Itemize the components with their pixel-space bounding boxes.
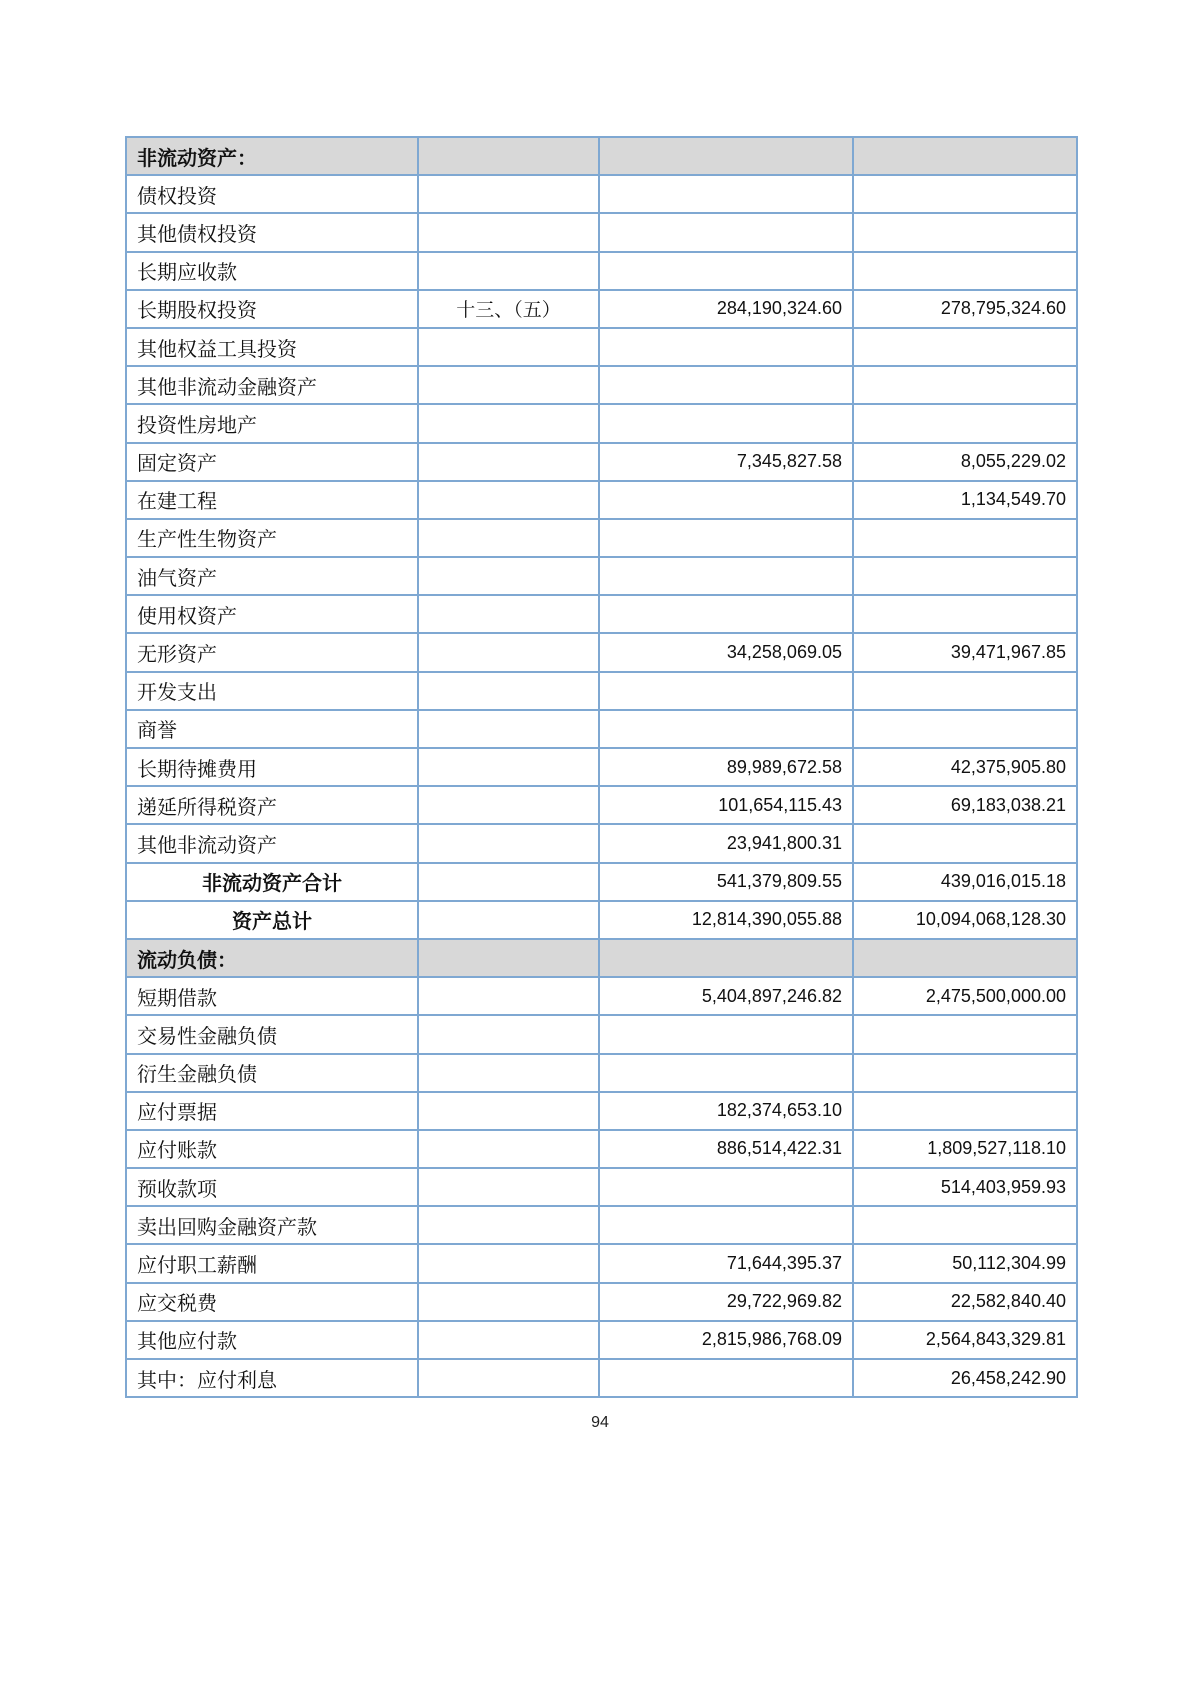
note-cell	[418, 1206, 599, 1244]
note-cell	[418, 672, 599, 710]
row-label-cell: 其他非流动资产	[126, 824, 418, 862]
page-number: 94	[591, 1414, 609, 1431]
note-cell	[418, 824, 599, 862]
amount-cell-current	[599, 328, 853, 366]
amount-cell-prior	[853, 519, 1077, 557]
row-label-cell: 资产总计	[126, 901, 418, 939]
note-cell	[418, 977, 599, 1015]
note-cell	[418, 1092, 599, 1130]
table-body	[126, 137, 1077, 1397]
note-cell	[418, 404, 599, 442]
amount-cell-current	[599, 1206, 853, 1244]
note-cell	[418, 633, 599, 671]
amount-cell-prior: 22,582,840.40	[853, 1283, 1077, 1321]
row-label-cell: 非流动资产合计	[126, 863, 418, 901]
row-label-cell: 其他债权投资	[126, 213, 418, 251]
table-row	[126, 1359, 1077, 1397]
row-label-cell: 其中：应付利息	[126, 1359, 418, 1397]
table-row	[126, 863, 1077, 901]
amount-cell-current	[599, 1168, 853, 1206]
amount-cell-prior: 514,403,959.93	[853, 1168, 1077, 1206]
note-cell	[418, 1130, 599, 1168]
amount-cell-current	[599, 672, 853, 710]
amount-cell-prior: 69,183,038.21	[853, 786, 1077, 824]
amount-cell-current: 29,722,969.82	[599, 1283, 853, 1321]
amount-cell-current: 23,941,800.31	[599, 824, 853, 862]
amount-cell-prior: 8,055,229.02	[853, 443, 1077, 481]
amount-cell-prior: 50,112,304.99	[853, 1244, 1077, 1282]
note-cell	[418, 710, 599, 748]
balance-sheet-table	[125, 136, 1078, 1398]
amount-cell-current: 2,815,986,768.09	[599, 1321, 853, 1359]
amount-cell-prior	[853, 404, 1077, 442]
amount-cell-prior	[853, 672, 1077, 710]
amount-cell-prior: 2,475,500,000.00	[853, 977, 1077, 1015]
amount-cell-prior: 39,471,967.85	[853, 633, 1077, 671]
row-label-cell: 应交税费	[126, 1283, 418, 1321]
note-cell	[418, 748, 599, 786]
row-label-cell: 非流动资产：	[126, 137, 418, 175]
row-label-cell: 其他应付款	[126, 1321, 418, 1359]
row-label-cell: 开发支出	[126, 672, 418, 710]
amount-cell-prior	[853, 328, 1077, 366]
note-cell	[418, 213, 599, 251]
row-label-cell: 其他权益工具投资	[126, 328, 418, 366]
amount-cell-current	[599, 710, 853, 748]
note-cell	[418, 1168, 599, 1206]
note-cell	[418, 1015, 599, 1053]
note-cell	[418, 481, 599, 519]
table-row	[126, 939, 1077, 977]
amount-cell-current	[599, 137, 853, 175]
note-cell	[418, 939, 599, 977]
amount-cell-current: 284,190,324.60	[599, 290, 853, 328]
amount-cell-prior: 1,134,549.70	[853, 481, 1077, 519]
row-label-cell: 长期待摊费用	[126, 748, 418, 786]
note-cell	[418, 863, 599, 901]
row-label-cell: 递延所得税资产	[126, 786, 418, 824]
amount-cell-prior: 278,795,324.60	[853, 290, 1077, 328]
table-row	[126, 366, 1077, 404]
table-row	[126, 633, 1077, 671]
table-row	[126, 252, 1077, 290]
amount-cell-current: 34,258,069.05	[599, 633, 853, 671]
amount-cell-prior: 439,016,015.18	[853, 863, 1077, 901]
amount-cell-current	[599, 1054, 853, 1092]
row-label-cell: 短期借款	[126, 977, 418, 1015]
amount-cell-current	[599, 519, 853, 557]
note-cell	[418, 1359, 599, 1397]
amount-cell-current	[599, 939, 853, 977]
table-row	[126, 1015, 1077, 1053]
table-row	[126, 1321, 1077, 1359]
amount-cell-current: 541,379,809.55	[599, 863, 853, 901]
amount-cell-prior	[853, 1092, 1077, 1130]
amount-cell-prior: 2,564,843,329.81	[853, 1321, 1077, 1359]
note-cell	[418, 519, 599, 557]
table-row	[126, 557, 1077, 595]
note-cell	[418, 1283, 599, 1321]
table-row	[126, 672, 1077, 710]
note-cell	[418, 366, 599, 404]
row-label-cell: 其他非流动金融资产	[126, 366, 418, 404]
table-row	[126, 1206, 1077, 1244]
amount-cell-current	[599, 1359, 853, 1397]
table-row	[126, 1244, 1077, 1282]
table-row	[126, 977, 1077, 1015]
amount-cell-current	[599, 1015, 853, 1053]
amount-cell-current	[599, 557, 853, 595]
row-label-cell: 应付职工薪酬	[126, 1244, 418, 1282]
row-label-cell: 卖出回购金融资产款	[126, 1206, 418, 1244]
note-cell	[418, 1244, 599, 1282]
table-row	[126, 1054, 1077, 1092]
table-row	[126, 1168, 1077, 1206]
amount-cell-current	[599, 175, 853, 213]
note-cell	[418, 175, 599, 213]
table-row	[126, 137, 1077, 175]
note-cell	[418, 595, 599, 633]
amount-cell-current: 7,345,827.58	[599, 443, 853, 481]
row-label-cell: 生产性生物资产	[126, 519, 418, 557]
note-cell	[418, 901, 599, 939]
row-label-cell: 投资性房地产	[126, 404, 418, 442]
amount-cell-current: 886,514,422.31	[599, 1130, 853, 1168]
note-cell	[418, 1054, 599, 1092]
amount-cell-current	[599, 366, 853, 404]
row-label-cell: 债权投资	[126, 175, 418, 213]
row-label-cell: 长期应收款	[126, 252, 418, 290]
row-label-cell: 在建工程	[126, 481, 418, 519]
amount-cell-prior	[853, 137, 1077, 175]
row-label-cell: 商誉	[126, 710, 418, 748]
amount-cell-prior	[853, 557, 1077, 595]
row-label-cell: 无形资产	[126, 633, 418, 671]
row-label-cell: 衍生金融负债	[126, 1054, 418, 1092]
note-cell	[418, 1321, 599, 1359]
row-label-cell: 流动负债：	[126, 939, 418, 977]
amount-cell-prior	[853, 252, 1077, 290]
row-label-cell: 预收款项	[126, 1168, 418, 1206]
note-cell	[418, 328, 599, 366]
table-row	[126, 1283, 1077, 1321]
amount-cell-prior	[853, 595, 1077, 633]
amount-cell-current	[599, 252, 853, 290]
amount-cell-prior	[853, 1015, 1077, 1053]
row-label-cell: 使用权资产	[126, 595, 418, 633]
table-row	[126, 404, 1077, 442]
amount-cell-current: 12,814,390,055.88	[599, 901, 853, 939]
table-row	[126, 595, 1077, 633]
amount-cell-current: 101,654,115.43	[599, 786, 853, 824]
amount-cell-prior	[853, 366, 1077, 404]
note-cell	[418, 557, 599, 595]
row-label-cell: 长期股权投资	[126, 290, 418, 328]
table-row	[126, 824, 1077, 862]
note-cell	[418, 137, 599, 175]
table-row	[126, 290, 1077, 328]
amount-cell-current: 71,644,395.37	[599, 1244, 853, 1282]
table-row	[126, 213, 1077, 251]
amount-cell-current	[599, 404, 853, 442]
table-row	[126, 1130, 1077, 1168]
amount-cell-prior: 42,375,905.80	[853, 748, 1077, 786]
amount-cell-current: 89,989,672.58	[599, 748, 853, 786]
note-cell: 十三、（五）	[418, 290, 599, 328]
amount-cell-prior: 1,809,527,118.10	[853, 1130, 1077, 1168]
amount-cell-prior: 26,458,242.90	[853, 1359, 1077, 1397]
table-row	[126, 443, 1077, 481]
amount-cell-prior	[853, 213, 1077, 251]
note-cell	[418, 443, 599, 481]
table-row	[126, 175, 1077, 213]
amount-cell-prior	[853, 824, 1077, 862]
table-row	[126, 710, 1077, 748]
table-row	[126, 1092, 1077, 1130]
row-label-cell: 油气资产	[126, 557, 418, 595]
amount-cell-prior	[853, 1054, 1077, 1092]
row-label-cell: 固定资产	[126, 443, 418, 481]
amount-cell-current: 5,404,897,246.82	[599, 977, 853, 1015]
table-row	[126, 748, 1077, 786]
row-label-cell: 应付账款	[126, 1130, 418, 1168]
amount-cell-current	[599, 213, 853, 251]
note-cell	[418, 786, 599, 824]
amount-cell-prior: 10,094,068,128.30	[853, 901, 1077, 939]
amount-cell-prior	[853, 1206, 1077, 1244]
note-cell	[418, 252, 599, 290]
row-label-cell: 应付票据	[126, 1092, 418, 1130]
row-label-cell: 交易性金融负债	[126, 1015, 418, 1053]
amount-cell-current	[599, 481, 853, 519]
table-row	[126, 519, 1077, 557]
amount-cell-prior	[853, 175, 1077, 213]
table-row	[126, 901, 1077, 939]
amount-cell-current	[599, 595, 853, 633]
table-row	[126, 481, 1077, 519]
table-row	[126, 786, 1077, 824]
amount-cell-current: 182,374,653.10	[599, 1092, 853, 1130]
table-row	[126, 328, 1077, 366]
amount-cell-prior	[853, 939, 1077, 977]
amount-cell-prior	[853, 710, 1077, 748]
